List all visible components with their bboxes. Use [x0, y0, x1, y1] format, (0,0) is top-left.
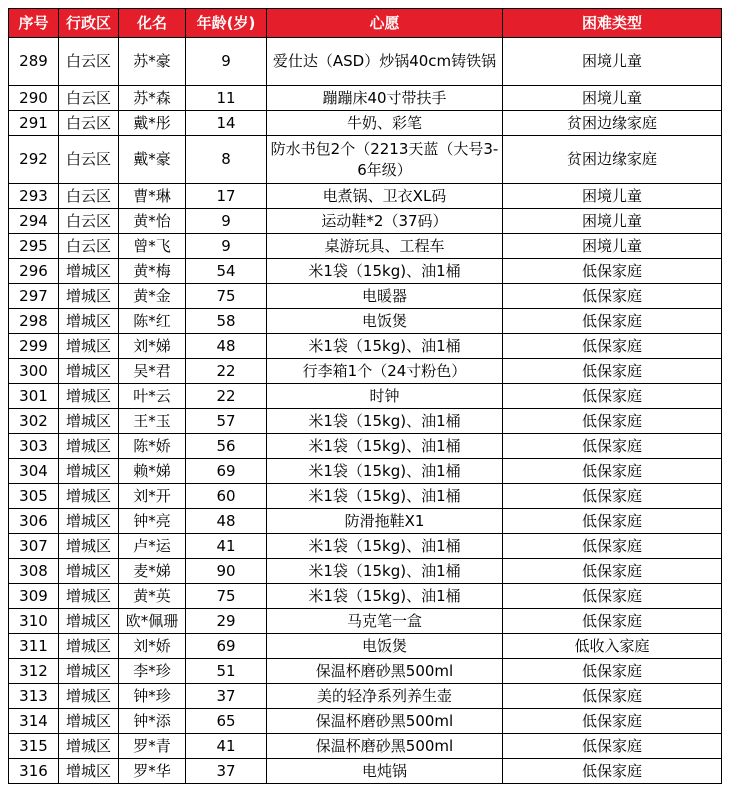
cell-district: 白云区: [59, 136, 119, 184]
cell-difficulty-type: 低保家庭: [503, 659, 722, 684]
cell-age: 48: [186, 334, 267, 359]
table-row: [9, 234, 722, 259]
cell-difficulty-type: 低收入家庭: [503, 634, 722, 659]
cell-alias: 罗*青: [119, 734, 186, 759]
table-row: [9, 584, 722, 609]
cell-wish: 桌游玩具、工程车: [267, 234, 503, 259]
cell-age: 37: [186, 759, 267, 784]
cell-serial: 306: [9, 509, 59, 534]
cell-wish: 电饭煲: [267, 309, 503, 334]
cell-alias: 曹*琳: [119, 184, 186, 209]
cell-difficulty-type: 困境儿童: [503, 209, 722, 234]
cell-district: 增城区: [59, 634, 119, 659]
cell-wish: 行李箱1个（24寸粉色）: [267, 359, 503, 384]
cell-wish: 电饭煲: [267, 634, 503, 659]
cell-district: 增城区: [59, 484, 119, 509]
cell-district: 白云区: [59, 38, 119, 86]
cell-wish: 电炖锅: [267, 759, 503, 784]
table-row: [9, 484, 722, 509]
cell-wish: 米1袋（15kg)、油1桶: [267, 559, 503, 584]
cell-age: 90: [186, 559, 267, 584]
table-row: [9, 659, 722, 684]
cell-alias: 赖*娣: [119, 459, 186, 484]
cell-age: 57: [186, 409, 267, 434]
cell-serial: 295: [9, 234, 59, 259]
table-row: [9, 384, 722, 409]
cell-serial: 313: [9, 684, 59, 709]
cell-district: 增城区: [59, 509, 119, 534]
cell-alias: 黄*怡: [119, 209, 186, 234]
header-age: 年龄(岁): [186, 9, 267, 38]
cell-district: 增城区: [59, 409, 119, 434]
table-row: [9, 684, 722, 709]
cell-difficulty-type: 低保家庭: [503, 484, 722, 509]
wish-table: [8, 8, 722, 784]
cell-difficulty-type: 低保家庭: [503, 359, 722, 384]
cell-serial: 290: [9, 86, 59, 111]
cell-wish: 防水书包2个（2213天蓝（大号3-6年级）: [267, 136, 503, 184]
table-body: [9, 38, 722, 784]
cell-alias: 钟*添: [119, 709, 186, 734]
cell-age: 41: [186, 534, 267, 559]
cell-difficulty-type: 困境儿童: [503, 234, 722, 259]
cell-alias: 叶*云: [119, 384, 186, 409]
cell-alias: 卢*运: [119, 534, 186, 559]
cell-district: 增城区: [59, 334, 119, 359]
cell-age: 75: [186, 284, 267, 309]
table-row: [9, 184, 722, 209]
cell-serial: 307: [9, 534, 59, 559]
header-difficulty-type: 困难类型: [503, 9, 722, 38]
cell-serial: 316: [9, 759, 59, 784]
cell-age: 56: [186, 434, 267, 459]
cell-wish: 米1袋（15kg)、油1桶: [267, 334, 503, 359]
cell-district: 增城区: [59, 734, 119, 759]
cell-age: 69: [186, 634, 267, 659]
cell-difficulty-type: 低保家庭: [503, 409, 722, 434]
cell-alias: 苏*森: [119, 86, 186, 111]
table-row: [9, 111, 722, 136]
cell-serial: 291: [9, 111, 59, 136]
cell-wish: 米1袋（15kg)、油1桶: [267, 584, 503, 609]
cell-serial: 289: [9, 38, 59, 86]
cell-age: 9: [186, 209, 267, 234]
header-district: 行政区: [59, 9, 119, 38]
cell-district: 增城区: [59, 659, 119, 684]
cell-age: 9: [186, 38, 267, 86]
cell-wish: 美的轻净系列养生壶: [267, 684, 503, 709]
cell-serial: 301: [9, 384, 59, 409]
cell-wish: 米1袋（15kg)、油1桶: [267, 409, 503, 434]
cell-difficulty-type: 困境儿童: [503, 184, 722, 209]
table-row: [9, 734, 722, 759]
header-row: [9, 9, 722, 38]
cell-district: 白云区: [59, 111, 119, 136]
cell-alias: 苏*豪: [119, 38, 186, 86]
cell-age: 8: [186, 136, 267, 184]
table-row: [9, 559, 722, 584]
cell-wish: 电煮锅、卫衣XL码: [267, 184, 503, 209]
cell-district: 增城区: [59, 259, 119, 284]
cell-alias: 刘*娇: [119, 634, 186, 659]
cell-serial: 300: [9, 359, 59, 384]
cell-difficulty-type: 低保家庭: [503, 709, 722, 734]
cell-serial: 311: [9, 634, 59, 659]
table-row: [9, 609, 722, 634]
cell-age: 65: [186, 709, 267, 734]
cell-difficulty-type: 低保家庭: [503, 609, 722, 634]
cell-age: 11: [186, 86, 267, 111]
cell-difficulty-type: 低保家庭: [503, 759, 722, 784]
cell-difficulty-type: 低保家庭: [503, 509, 722, 534]
cell-serial: 314: [9, 709, 59, 734]
cell-serial: 294: [9, 209, 59, 234]
cell-wish: 米1袋（15kg)、油1桶: [267, 459, 503, 484]
table-row: [9, 309, 722, 334]
table-row: [9, 709, 722, 734]
cell-alias: 黄*英: [119, 584, 186, 609]
cell-difficulty-type: 低保家庭: [503, 684, 722, 709]
cell-district: 增城区: [59, 559, 119, 584]
cell-age: 75: [186, 584, 267, 609]
table-row: [9, 136, 722, 184]
table-row: [9, 759, 722, 784]
cell-alias: 罗*华: [119, 759, 186, 784]
cell-difficulty-type: 低保家庭: [503, 459, 722, 484]
cell-serial: 304: [9, 459, 59, 484]
cell-alias: 钟*珍: [119, 684, 186, 709]
cell-district: 增城区: [59, 709, 119, 734]
cell-wish: 运动鞋*2（37码）: [267, 209, 503, 234]
cell-age: 48: [186, 509, 267, 534]
cell-district: 增城区: [59, 534, 119, 559]
header-serial: 序号: [9, 9, 59, 38]
cell-serial: 312: [9, 659, 59, 684]
table-row: [9, 634, 722, 659]
cell-age: 41: [186, 734, 267, 759]
cell-age: 51: [186, 659, 267, 684]
cell-age: 58: [186, 309, 267, 334]
cell-wish: 马克笔一盒: [267, 609, 503, 634]
cell-serial: 310: [9, 609, 59, 634]
cell-wish: 防滑拖鞋X1: [267, 509, 503, 534]
cell-wish: 牛奶、彩笔: [267, 111, 503, 136]
cell-serial: 299: [9, 334, 59, 359]
cell-wish: 保温杯磨砂黑500ml: [267, 709, 503, 734]
cell-difficulty-type: 低保家庭: [503, 559, 722, 584]
cell-age: 69: [186, 459, 267, 484]
cell-wish: 保温杯磨砂黑500ml: [267, 734, 503, 759]
cell-district: 增城区: [59, 434, 119, 459]
table-row: [9, 509, 722, 534]
cell-alias: 黄*金: [119, 284, 186, 309]
table-row: [9, 459, 722, 484]
header-wish: 心愿: [267, 9, 503, 38]
cell-serial: 297: [9, 284, 59, 309]
cell-district: 增城区: [59, 584, 119, 609]
cell-district: 增城区: [59, 384, 119, 409]
table-row: [9, 359, 722, 384]
cell-wish: 时钟: [267, 384, 503, 409]
table-row: [9, 38, 722, 86]
cell-alias: 刘*娣: [119, 334, 186, 359]
cell-serial: 298: [9, 309, 59, 334]
cell-serial: 308: [9, 559, 59, 584]
table-row: [9, 434, 722, 459]
cell-serial: 303: [9, 434, 59, 459]
cell-alias: 吴*君: [119, 359, 186, 384]
cell-alias: 王*玉: [119, 409, 186, 434]
cell-wish: 爱仕达（ASD）炒锅40cm铸铁锅: [267, 38, 503, 86]
table-row: [9, 334, 722, 359]
cell-wish: 电暖器: [267, 284, 503, 309]
cell-serial: 315: [9, 734, 59, 759]
cell-difficulty-type: 低保家庭: [503, 734, 722, 759]
cell-age: 37: [186, 684, 267, 709]
cell-district: 增城区: [59, 359, 119, 384]
table-row: [9, 209, 722, 234]
table-row: [9, 534, 722, 559]
cell-district: 白云区: [59, 86, 119, 111]
cell-alias: 陈*娇: [119, 434, 186, 459]
cell-district: 增城区: [59, 459, 119, 484]
cell-alias: 黄*梅: [119, 259, 186, 284]
cell-district: 白云区: [59, 234, 119, 259]
cell-alias: 戴*豪: [119, 136, 186, 184]
cell-age: 22: [186, 359, 267, 384]
cell-difficulty-type: 低保家庭: [503, 309, 722, 334]
cell-district: 增城区: [59, 609, 119, 634]
cell-difficulty-type: 低保家庭: [503, 284, 722, 309]
cell-serial: 302: [9, 409, 59, 434]
cell-wish: 米1袋（15kg)、油1桶: [267, 259, 503, 284]
cell-district: 增城区: [59, 309, 119, 334]
cell-district: 白云区: [59, 184, 119, 209]
cell-wish: 米1袋（15kg)、油1桶: [267, 434, 503, 459]
cell-difficulty-type: 低保家庭: [503, 584, 722, 609]
header-alias: 化名: [119, 9, 186, 38]
cell-difficulty-type: 低保家庭: [503, 434, 722, 459]
cell-wish: 米1袋（15kg)、油1桶: [267, 534, 503, 559]
cell-age: 9: [186, 234, 267, 259]
cell-serial: 292: [9, 136, 59, 184]
cell-age: 29: [186, 609, 267, 634]
table-row: [9, 409, 722, 434]
cell-alias: 曾*飞: [119, 234, 186, 259]
cell-serial: 309: [9, 584, 59, 609]
cell-serial: 293: [9, 184, 59, 209]
table-row: [9, 259, 722, 284]
cell-alias: 刘*开: [119, 484, 186, 509]
cell-age: 22: [186, 384, 267, 409]
cell-difficulty-type: 低保家庭: [503, 384, 722, 409]
table-row: [9, 86, 722, 111]
cell-alias: 麦*娣: [119, 559, 186, 584]
cell-district: 增城区: [59, 759, 119, 784]
cell-age: 54: [186, 259, 267, 284]
cell-alias: 戴*彤: [119, 111, 186, 136]
cell-difficulty-type: 困境儿童: [503, 86, 722, 111]
cell-serial: 305: [9, 484, 59, 509]
wish-list-sheet: [8, 8, 721, 784]
table-row: [9, 284, 722, 309]
cell-serial: 296: [9, 259, 59, 284]
cell-wish: 米1袋（15kg)、油1桶: [267, 484, 503, 509]
cell-difficulty-type: 低保家庭: [503, 334, 722, 359]
cell-difficulty-type: 贫困边缘家庭: [503, 136, 722, 184]
cell-age: 14: [186, 111, 267, 136]
cell-wish: 蹦蹦床40寸带扶手: [267, 86, 503, 111]
cell-age: 17: [186, 184, 267, 209]
cell-difficulty-type: 低保家庭: [503, 534, 722, 559]
cell-alias: 欧*佩珊: [119, 609, 186, 634]
cell-district: 增城区: [59, 284, 119, 309]
cell-wish: 保温杯磨砂黑500ml: [267, 659, 503, 684]
cell-district: 增城区: [59, 684, 119, 709]
cell-difficulty-type: 贫困边缘家庭: [503, 111, 722, 136]
cell-district: 白云区: [59, 209, 119, 234]
cell-difficulty-type: 困境儿童: [503, 38, 722, 86]
cell-age: 60: [186, 484, 267, 509]
cell-alias: 李*珍: [119, 659, 186, 684]
cell-difficulty-type: 低保家庭: [503, 259, 722, 284]
cell-alias: 钟*亮: [119, 509, 186, 534]
cell-alias: 陈*红: [119, 309, 186, 334]
